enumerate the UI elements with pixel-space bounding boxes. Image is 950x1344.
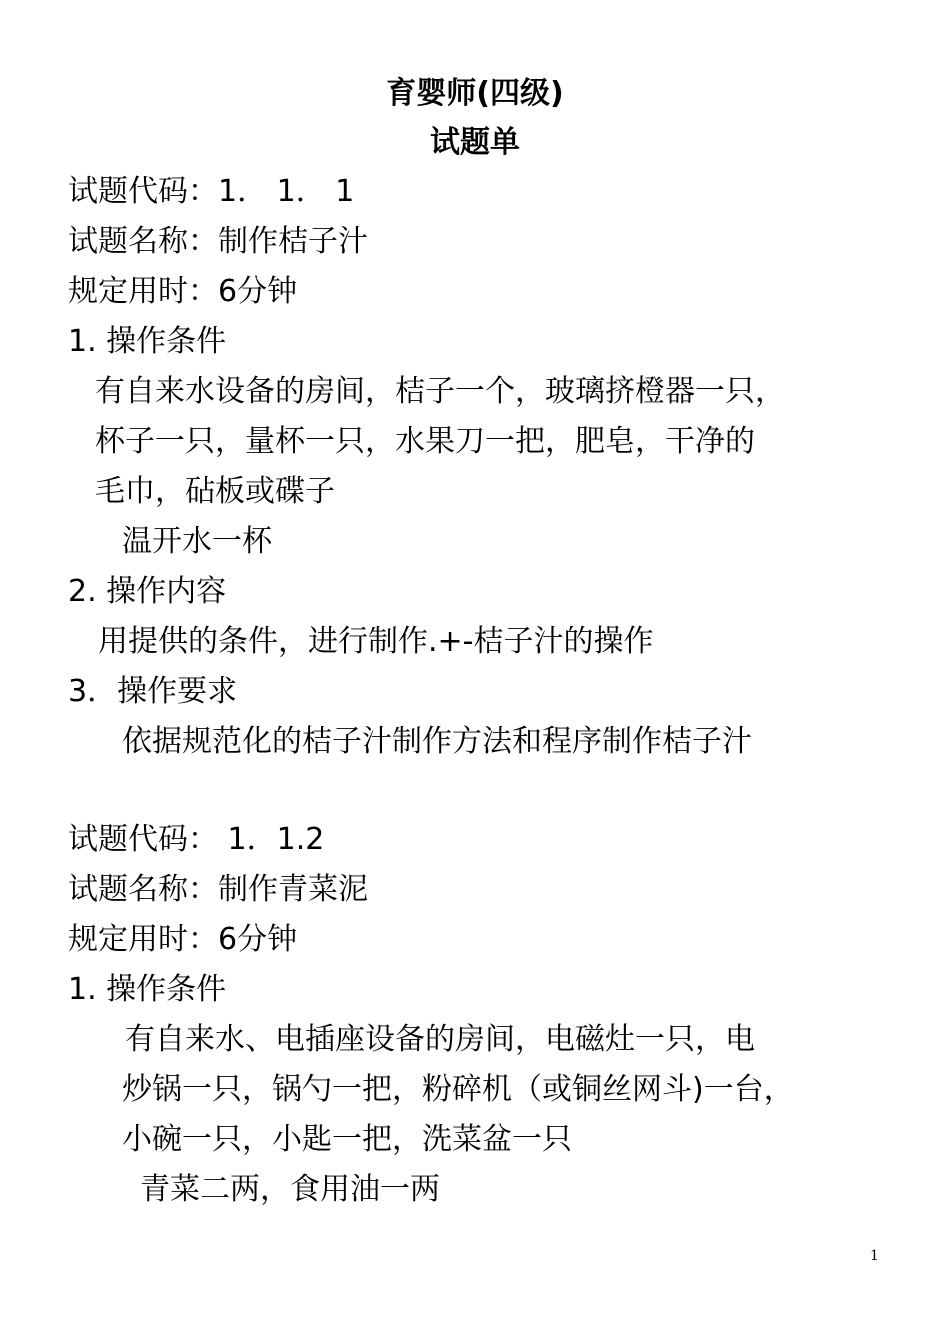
q1-code: 试题代码：1． 1． 1 bbox=[68, 174, 355, 209]
document-subtitle: 试题单 bbox=[430, 125, 520, 160]
q1-conditions-line: 毛巾，砧板或碟子 bbox=[95, 474, 335, 509]
q1-conditions-line: 杯子一只，量杯一只，水果刀一把，肥皂，干净的 bbox=[95, 424, 755, 459]
q2-conditions-line: 炒锅一只，锅勺一把，粉碎机（或铜丝网斗)一台， bbox=[122, 1072, 794, 1107]
q1-requirements-heading: 3．操作要求 bbox=[68, 674, 238, 709]
q1-name: 试题名称：制作桔子汁 bbox=[68, 224, 368, 259]
q2-conditions-heading: 1. 操作条件 bbox=[68, 972, 227, 1007]
q1-conditions-heading: 1. 操作条件 bbox=[68, 324, 227, 359]
document-title: 育婴师(四级) bbox=[386, 76, 564, 111]
q2-name: 试题名称：制作青菜泥 bbox=[68, 872, 368, 907]
q2-conditions-line: 有自来水、电插座设备的房间，电磁灶一只，电 bbox=[125, 1022, 755, 1057]
q1-requirements-text: 依据规范化的桔子汁制作方法和程序制作桔子汁 bbox=[122, 724, 752, 759]
q1-content-text: 用提供的条件，进行制作.+-桔子汁的操作 bbox=[98, 624, 654, 659]
q2-code: 试题代码： 1．1.2 bbox=[68, 822, 325, 857]
q1-content-heading: 2. 操作内容 bbox=[68, 574, 227, 609]
q2-conditions-line: 小碗一只，小匙一把，洗菜盆一只 bbox=[122, 1122, 572, 1157]
q1-conditions-line: 有自来水设备的房间，桔子一个，玻璃挤橙器一只， bbox=[95, 374, 785, 409]
q2-time: 规定用时：6分钟 bbox=[68, 922, 298, 957]
q2-conditions-line: 青菜二两，食用油一两 bbox=[140, 1172, 440, 1207]
q1-conditions-line: 温开水一杯 bbox=[122, 524, 272, 559]
page-number: 1 bbox=[870, 1248, 879, 1264]
q1-time: 规定用时：6分钟 bbox=[68, 274, 298, 309]
